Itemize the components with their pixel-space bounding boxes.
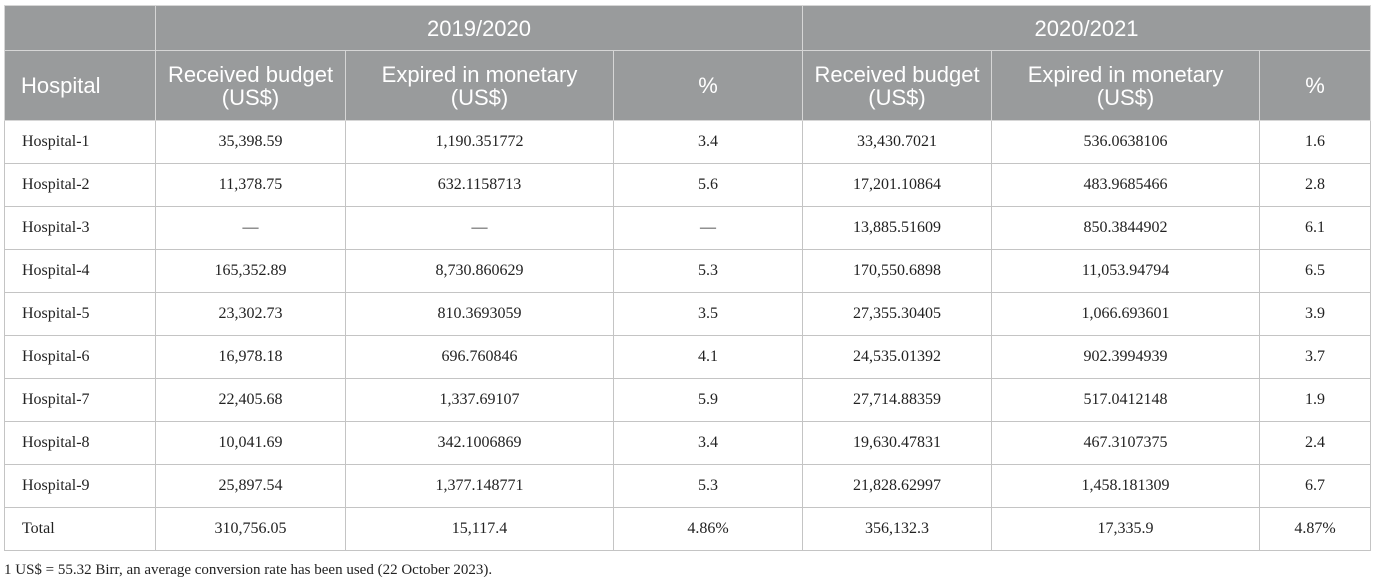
expired-monetary-2019-cell: 810.3693059 (346, 293, 614, 336)
hospital-name-cell: Hospital-5 (5, 293, 156, 336)
expired-monetary-2019-cell: 8,730.860629 (346, 250, 614, 293)
hospital-name-cell: Hospital-2 (5, 164, 156, 207)
received-budget-2019-cell: 310,756.05 (156, 508, 346, 551)
percent-2020-cell: 1.9 (1260, 379, 1371, 422)
percent-2020-cell: 3.9 (1260, 293, 1371, 336)
received-budget-2020-cell: 356,132.3 (803, 508, 992, 551)
expired-monetary-2019-cell: 1,377.148771 (346, 465, 614, 508)
received-budget-2019-cell: 35,398.59 (156, 121, 346, 164)
expired-monetary-2019-cell: — (346, 207, 614, 250)
expired-monetary-header-2020: Expired in monetary (US$) (992, 51, 1260, 121)
percent-2020-cell: 1.6 (1260, 121, 1371, 164)
percent-2020-cell: 2.8 (1260, 164, 1371, 207)
expired-monetary-2019-cell: 696.760846 (346, 336, 614, 379)
table-body (5, 121, 1371, 551)
expired-monetary-2020-cell: 902.3994939 (992, 336, 1260, 379)
table-row (5, 422, 1371, 465)
received-budget-2019-cell: — (156, 207, 346, 250)
percent-2019-cell: — (614, 207, 803, 250)
received-budget-header-2019: Received budget (US$) (156, 51, 346, 121)
expired-monetary-2020-cell: 1,066.693601 (992, 293, 1260, 336)
hospital-name-cell: Hospital-8 (5, 422, 156, 465)
expired-monetary-header-2019: Expired in monetary (US$) (346, 51, 614, 121)
percent-2019-cell: 3.4 (614, 422, 803, 465)
percent-2019-cell: 5.3 (614, 465, 803, 508)
year-header-2020-2021: 2020/2021 (803, 6, 1371, 51)
hospital-name-cell: Total (5, 508, 156, 551)
received-budget-2019-cell: 165,352.89 (156, 250, 346, 293)
hospital-name-cell: Hospital-7 (5, 379, 156, 422)
percent-2020-cell: 6.5 (1260, 250, 1371, 293)
received-budget-2019-cell: 22,405.68 (156, 379, 346, 422)
received-budget-header-2020: Received budget (US$) (803, 51, 992, 121)
table-row (5, 164, 1371, 207)
expired-monetary-2020-cell: 1,458.181309 (992, 465, 1260, 508)
expired-monetary-2019-cell: 632.1158713 (346, 164, 614, 207)
expired-monetary-2019-cell: 1,190.351772 (346, 121, 614, 164)
percent-2019-cell: 4.1 (614, 336, 803, 379)
received-budget-2019-cell: 16,978.18 (156, 336, 346, 379)
hospital-name-cell: Hospital-9 (5, 465, 156, 508)
percent-2020-cell: 6.7 (1260, 465, 1371, 508)
table-row (5, 293, 1371, 336)
hospital-column-header: Hospital (5, 51, 156, 121)
expired-monetary-2020-cell: 517.0412148 (992, 379, 1260, 422)
received-budget-2019-cell: 25,897.54 (156, 465, 346, 508)
expired-monetary-2020-cell: 11,053.94794 (992, 250, 1260, 293)
received-budget-2020-cell: 19,630.47831 (803, 422, 992, 465)
table-row (5, 465, 1371, 508)
table-row (5, 121, 1371, 164)
received-budget-2020-cell: 13,885.51609 (803, 207, 992, 250)
expired-monetary-2019-cell: 15,117.4 (346, 508, 614, 551)
table-row (5, 207, 1371, 250)
percent-2019-cell: 4.86% (614, 508, 803, 551)
hospital-name-cell: Hospital-6 (5, 336, 156, 379)
received-budget-2019-cell: 11,378.75 (156, 164, 346, 207)
table-row (5, 250, 1371, 293)
percent-2019-cell: 3.4 (614, 121, 803, 164)
received-budget-2020-cell: 17,201.10864 (803, 164, 992, 207)
table-row (5, 379, 1371, 422)
percent-header-2020: % (1260, 51, 1371, 121)
conversion-footnote: 1 US$ = 55.32 Birr, an average conversion rate has been used (22 October 2023). (4, 562, 493, 578)
hospital-name-cell: Hospital-1 (5, 121, 156, 164)
empty-corner-cell (5, 6, 156, 51)
expired-monetary-2020-cell: 536.0638106 (992, 121, 1260, 164)
percent-2019-cell: 5.6 (614, 164, 803, 207)
percent-header-2019: % (614, 51, 803, 121)
received-budget-2019-cell: 23,302.73 (156, 293, 346, 336)
received-budget-2020-cell: 27,714.88359 (803, 379, 992, 422)
received-budget-2020-cell: 27,355.30405 (803, 293, 992, 336)
table-header (5, 6, 1371, 121)
percent-2019-cell: 5.3 (614, 250, 803, 293)
year-header-2019-2020: 2019/2020 (156, 6, 803, 51)
hospital-budget-table (4, 5, 1371, 551)
percent-2019-cell: 3.5 (614, 293, 803, 336)
received-budget-2020-cell: 33,430.7021 (803, 121, 992, 164)
received-budget-2020-cell: 24,535.01392 (803, 336, 992, 379)
percent-2019-cell: 5.9 (614, 379, 803, 422)
received-budget-2019-cell: 10,041.69 (156, 422, 346, 465)
expired-monetary-2020-cell: 483.9685466 (992, 164, 1260, 207)
hospital-name-cell: Hospital-3 (5, 207, 156, 250)
table-row (5, 336, 1371, 379)
percent-2020-cell: 6.1 (1260, 207, 1371, 250)
percent-2020-cell: 4.87% (1260, 508, 1371, 551)
hospital-name-cell: Hospital-4 (5, 250, 156, 293)
expired-monetary-2020-cell: 850.3844902 (992, 207, 1260, 250)
received-budget-2020-cell: 21,828.62997 (803, 465, 992, 508)
percent-2020-cell: 2.4 (1260, 422, 1371, 465)
received-budget-2020-cell: 170,550.6898 (803, 250, 992, 293)
column-header-row (5, 51, 1371, 121)
expired-monetary-2019-cell: 1,337.69107 (346, 379, 614, 422)
total-row (5, 508, 1371, 551)
expired-monetary-2019-cell: 342.1006869 (346, 422, 614, 465)
percent-2020-cell: 3.7 (1260, 336, 1371, 379)
expired-monetary-2020-cell: 17,335.9 (992, 508, 1260, 551)
expired-monetary-2020-cell: 467.3107375 (992, 422, 1260, 465)
year-header-row (5, 6, 1371, 51)
